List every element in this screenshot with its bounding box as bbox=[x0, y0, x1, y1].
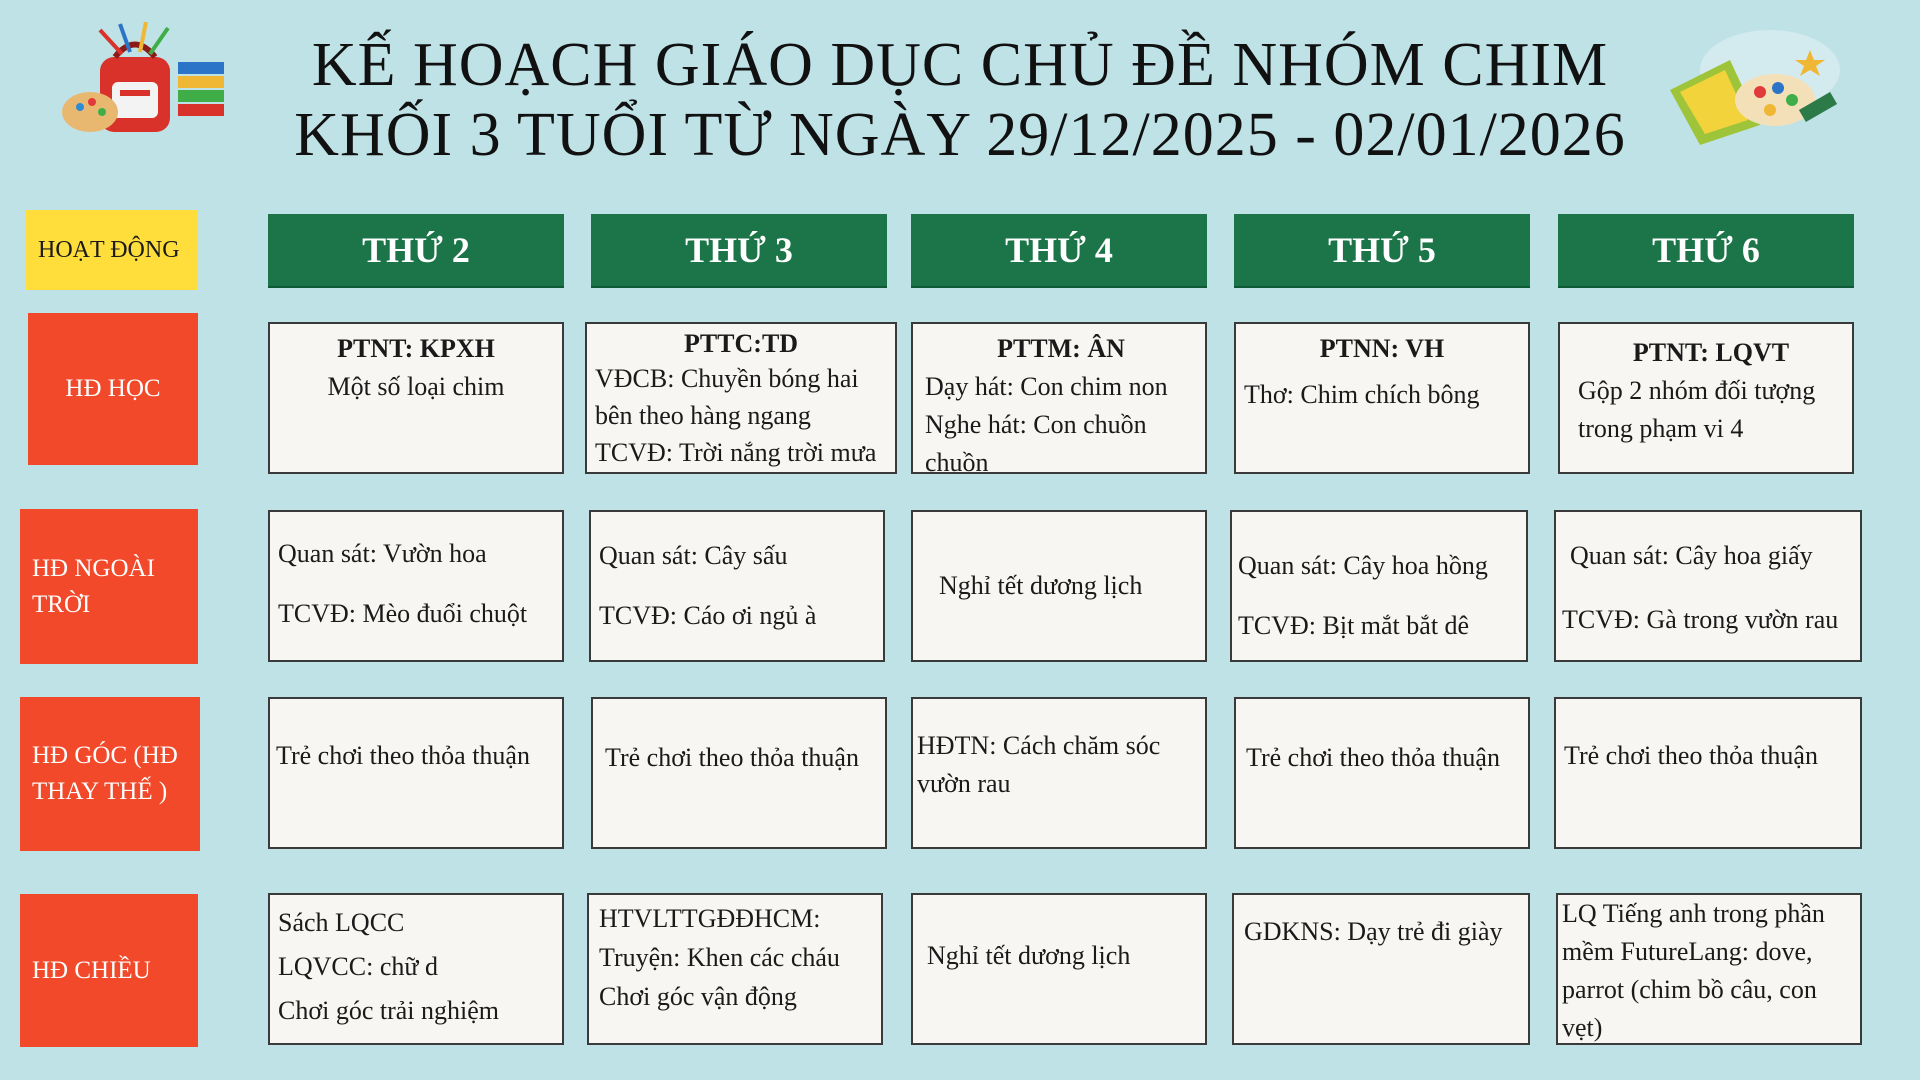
cell-line: Quan sát: Cây sấu bbox=[599, 541, 788, 570]
cell-chieu-wed bbox=[911, 893, 1207, 1045]
day-header-tue: THỨ 3 bbox=[591, 214, 887, 288]
cell-line: Trẻ chơi theo thỏa thuận bbox=[1246, 743, 1500, 772]
cell-line: vườn rau bbox=[917, 769, 1011, 798]
cell-chieu-mon bbox=[268, 893, 564, 1045]
row-label-ngoai-troi: HĐ NGOÀI TRỜI bbox=[20, 509, 198, 664]
cell-line: Chơi góc trải nghiệm bbox=[278, 996, 499, 1025]
cell-line: TCVĐ: Gà trong vườn rau bbox=[1562, 605, 1839, 634]
cell-goc-tue bbox=[591, 697, 887, 849]
activity-header: HOẠT ĐỘNG bbox=[26, 210, 198, 290]
cell-hoc-fri bbox=[1558, 322, 1854, 474]
cell-hoc-wed bbox=[911, 322, 1207, 474]
cell-line: trong phạm vi 4 bbox=[1578, 414, 1744, 443]
cell-line: bên theo hàng ngang bbox=[595, 401, 811, 430]
cell-chieu-thu bbox=[1232, 893, 1530, 1045]
cell-hoc-thu bbox=[1234, 322, 1530, 474]
cell-hoc-mon bbox=[268, 322, 564, 474]
day-header-wed: THỨ 4 bbox=[911, 214, 1207, 288]
cell-line: Một số loại chim bbox=[327, 372, 505, 401]
cell-line: GDKNS: Dạy trẻ đi giày bbox=[1244, 917, 1503, 946]
cell-ngoai-troi-wed bbox=[911, 510, 1207, 662]
cell-goc-fri bbox=[1554, 697, 1862, 849]
row-label-hoc: HĐ HỌC bbox=[28, 313, 198, 465]
day-header-fri: THỨ 6 bbox=[1558, 214, 1854, 288]
cell-ngoai-troi-thu bbox=[1230, 510, 1528, 662]
cell-line: mềm FutureLang: dove, bbox=[1562, 937, 1813, 966]
cell-heading: PTTC:TD bbox=[683, 329, 799, 358]
cell-line: Nghỉ tết dương lịch bbox=[939, 571, 1143, 600]
cell-line: Trẻ chơi theo thỏa thuận bbox=[1564, 741, 1818, 770]
page-title: KẾ HOẠCH GIÁO DỤC CHỦ ĐỀ NHÓM CHIM bbox=[311, 31, 1609, 99]
cell-line: Thơ: Chim chích bông bbox=[1244, 380, 1480, 409]
cell-line: chuồn bbox=[925, 448, 989, 474]
cell-goc-thu bbox=[1234, 697, 1530, 849]
cell-heading: PTNN: VH bbox=[1319, 334, 1445, 363]
cell-line: Nghe hát: Con chuồn bbox=[925, 410, 1147, 439]
cell-line: vẹt) bbox=[1562, 1013, 1603, 1042]
cell-line: Sách LQCC bbox=[278, 908, 405, 937]
cell-line: VĐCB: Chuyền bóng hai bbox=[595, 364, 859, 393]
cell-line: parrot (chim bồ câu, con bbox=[1562, 975, 1817, 1004]
cell-hoc-tue bbox=[585, 322, 897, 474]
cell-line: Dạy hát: Con chim non bbox=[925, 372, 1168, 401]
cell-line: Quan sát: Vườn hoa bbox=[278, 539, 487, 568]
cell-goc-wed bbox=[911, 697, 1207, 849]
cell-line: Chơi góc vận động bbox=[599, 982, 797, 1011]
cell-line: Trẻ chơi theo thỏa thuận bbox=[276, 741, 530, 770]
cell-ngoai-troi-fri bbox=[1554, 510, 1862, 662]
cell-line: TCVĐ: Bịt mắt bắt dê bbox=[1238, 611, 1470, 640]
cell-ngoai-troi-mon bbox=[268, 510, 564, 662]
cell-line: Gộp 2 nhóm đối tượng bbox=[1578, 376, 1816, 405]
cell-heading: PTTM: ÂN bbox=[997, 334, 1125, 363]
row-label-chieu: HĐ CHIỀU bbox=[20, 894, 198, 1047]
cell-heading: PTNT: KPXH bbox=[337, 334, 495, 363]
cell-line: TCVĐ: Mèo đuổi chuột bbox=[278, 599, 528, 628]
cell-goc-mon bbox=[268, 697, 564, 849]
page-subtitle: KHỐI 3 TUỔI TỪ NGÀY 29/12/2025 - 02/01/2026 bbox=[294, 101, 1626, 169]
row-label-goc: HĐ GÓC (HĐ THAY THẾ ) bbox=[20, 697, 200, 851]
cell-heading: PTNT: LQVT bbox=[1632, 338, 1790, 367]
cell-line: TCVĐ: Trời nắng trời mưa bbox=[595, 438, 877, 467]
cell-line: TCVĐ: Cáo ơi ngủ à bbox=[599, 601, 817, 630]
cell-line: Nghỉ tết dương lịch bbox=[927, 941, 1131, 970]
cell-chieu-tue bbox=[587, 893, 883, 1045]
cell-line: LQVCC: chữ d bbox=[278, 952, 438, 981]
cell-line: Quan sát: Cây hoa giấy bbox=[1570, 541, 1813, 570]
day-header-mon: THỨ 2 bbox=[268, 214, 564, 288]
cell-line: Trẻ chơi theo thỏa thuận bbox=[605, 743, 859, 772]
cell-line: Truyện: Khen các cháu bbox=[599, 943, 840, 972]
cell-line: LQ Tiếng anh trong phần bbox=[1562, 899, 1825, 928]
cell-line: HTVLTTGĐĐHCM: bbox=[599, 904, 821, 933]
cell-chieu-fri bbox=[1556, 893, 1862, 1045]
cell-ngoai-troi-tue bbox=[589, 510, 885, 662]
day-header-thu: THỨ 5 bbox=[1234, 214, 1530, 288]
cell-line: HĐTN: Cách chăm sóc bbox=[917, 731, 1161, 760]
cell-line: Quan sát: Cây hoa hồng bbox=[1238, 551, 1488, 580]
